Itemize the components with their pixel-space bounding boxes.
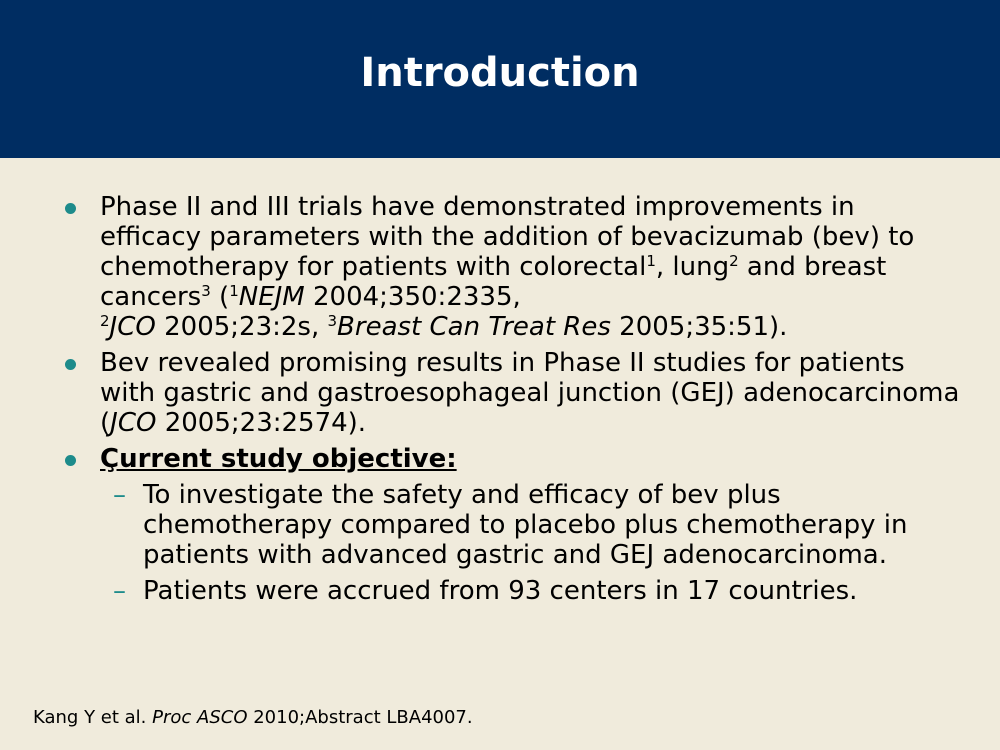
superscript: 1 [646,252,656,270]
superscript: 1 [229,282,239,300]
bullet-text: and breast cancers [100,252,887,312]
sub-bullet-text: Patients were accrued from 93 centers in 17 countries. [143,576,858,606]
bullet-text: ( [210,282,230,312]
bullet-text: 2005;23:2s, [155,312,328,342]
journal-name: NEJM [238,282,305,312]
footer-authors: Kang Y et al. [33,707,153,728]
bullet-text: Bev revealed promising results in Phase II studies for patients with gastric and gastroesophageal junction (GEJ) adenocarcinoma ( [100,348,960,438]
bullet-phase-trials [62,192,962,342]
bullet-dot-icon [65,203,76,214]
bullet-text: Phase II and III trials have demonstrated improvements in efficacy parameters with the addition of bevacizumab (bev) to chemotherapy for patients with colorectal [100,192,915,282]
superscript: 3 [201,282,211,300]
dash-icon: – [113,480,126,510]
footer-citation: 2010;Abstract LBA4007. [247,707,473,728]
slide-body [62,192,962,612]
footer-journal: Proc ASCO [152,707,248,728]
bullet-text: 2005;35:51). [610,312,788,342]
objective-heading: Çurrent study objective: [100,444,457,474]
superscript: 3 [327,312,338,330]
bullet-phase2-gastric [62,348,962,438]
bullet-dot-icon [65,455,76,466]
slide-title: Introduction [360,50,640,96]
superscript: 2 [729,252,739,270]
bullet-dot-icon [65,359,76,370]
title-bar [0,0,1000,158]
sub-bullet-objective [62,480,962,570]
bullet-text: 2004;350:2335, [304,282,521,312]
journal-name: Breast Can Treat Res [337,312,611,342]
journal-name: JCO [110,408,157,438]
superscript: 2 [100,312,110,330]
journal-name: JCO [109,312,156,342]
bullet-text: , lung [655,252,730,282]
sub-bullet-centers [62,576,962,606]
sub-bullet-text: To investigate the safety and efficacy of bev plus chemotherapy compared to placebo plus chemotherapy in patients with advanced gastric and GEJ adenocarcinoma. [143,480,908,570]
bullet-study-objective [62,444,962,474]
dash-icon: – [113,576,126,606]
slide-footer-citation [33,707,473,728]
bullet-text: 2005;23:2574). [156,408,367,438]
